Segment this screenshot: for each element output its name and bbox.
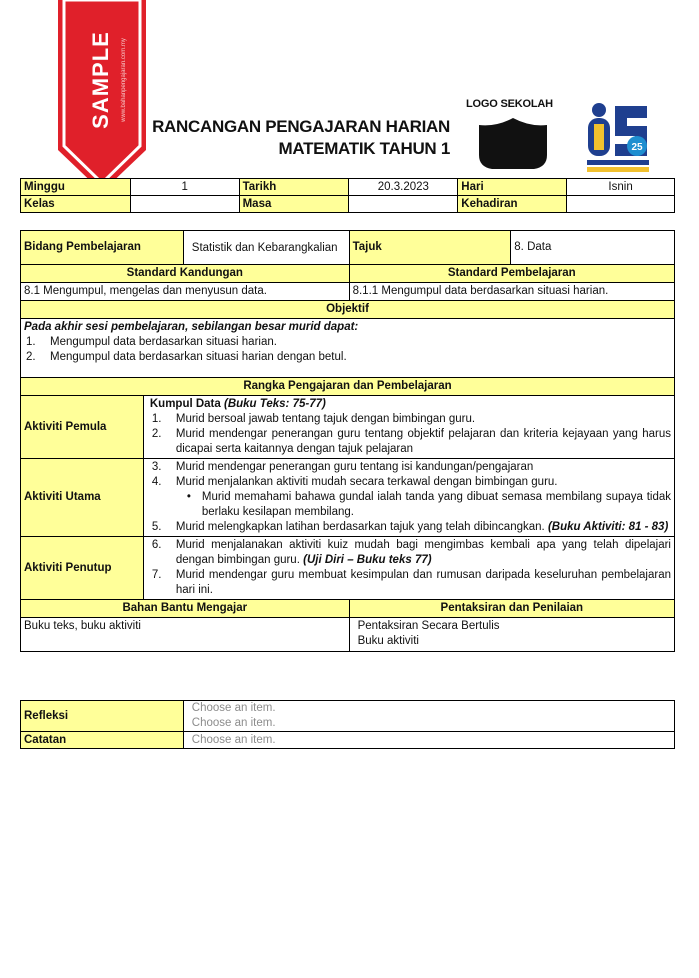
utama-content[interactable] — [143, 459, 674, 537]
rangka-label: Rangka Pengajaran dan Pembelajaran — [21, 378, 675, 396]
penutup-label: Aktiviti Penutup — [21, 537, 144, 600]
hari-value[interactable]: Isnin — [567, 179, 675, 196]
title-line-2: MATEMATIK TAHUN 1 — [278, 139, 450, 158]
objektif-intro: Pada akhir sesi pembelajaran, sebilangan besar murid dapat: — [24, 321, 359, 333]
pemula-content[interactable] — [143, 396, 674, 459]
list-item: 1. Mengumpul data berdasarkan situasi harian. — [26, 336, 277, 348]
list-item: 2. Murid mendengar penerangan guru tentang objektif pelajaran dan kriteria kejayaan yang harus dicapai serta kaitannya dengan tajuk pelajaran — [151, 428, 671, 455]
masa-label: Masa — [239, 196, 349, 213]
school-logo-label: LOGO SEKOLAH — [466, 98, 553, 110]
bbm-label: Bahan Bantu Mengajar — [21, 600, 350, 618]
pemula-label: Aktiviti Pemula — [21, 396, 144, 459]
minggu-value[interactable]: 1 — [130, 179, 239, 196]
utama-label: Aktiviti Utama — [21, 459, 144, 537]
catatan-dropdown[interactable]: Choose an item. — [183, 732, 674, 749]
list-item: 7. Murid mendengar guru membuat kesimpulan dan rumusan daripada keseluruhan pembelajaran hari ini. — [151, 569, 671, 596]
refleksi-dropdown-2[interactable]: Choose an item. — [191, 717, 276, 729]
reflection-table — [20, 700, 675, 749]
title-line-1: RANCANGAN PENGAJARAN HARIAN — [152, 117, 450, 136]
pentaksiran-label: Pentaksiran dan Penilaian — [349, 600, 674, 618]
refleksi-label: Refleksi — [21, 701, 184, 732]
watermark-text: SAMPLE — [88, 31, 113, 129]
list-item: 2. Mengumpul data berdasarkan situasi harian dengan betul. — [26, 351, 347, 363]
sp-value[interactable]: 8.1.1 Mengumpul data berdasarkan situasi harian. — [349, 283, 674, 301]
objektif-label: Objektif — [21, 301, 675, 319]
info-table — [20, 178, 675, 213]
catatan-label: Catatan — [21, 732, 184, 749]
bbm-value[interactable]: Buku teks, buku aktiviti — [21, 618, 350, 652]
bidang-value[interactable]: Statistik dan Kebarangkalian — [183, 231, 349, 265]
pentaksiran-value[interactable]: Pentaksiran Secara Bertulis Buku aktiviti — [349, 618, 674, 652]
watermark-subtext: www.bahanpengajaran.com.my — [121, 38, 127, 122]
objektif-list — [24, 335, 671, 365]
objektif-content[interactable] — [21, 319, 675, 378]
list-item: 5. Murid melengkapkan latihan berdasarkan tajuk yang telah dibincangkan. (Buku Aktiviti: 81 - 83) — [151, 521, 669, 533]
sk-label: Standard Kandungan — [21, 265, 350, 283]
utama-bullet: • Murid memahami bahawa gundal ialah tanda yang dibuat semasa membilang supaya tidak berlaku kesilapan membilang. — [186, 491, 671, 518]
hari-label: Hari — [458, 179, 567, 196]
svg-text:25: 25 — [631, 142, 643, 153]
sample-watermark — [58, 0, 146, 192]
list-item: 3. Murid mendengar penerangan guru tentang isi kandungan/pengajaran — [151, 461, 534, 473]
refleksi-dropdown-1[interactable]: Choose an item. — [191, 702, 276, 714]
utama-list — [150, 460, 671, 490]
refleksi-dropdowns[interactable] — [183, 701, 674, 732]
kehadiran-value[interactable] — [567, 196, 675, 213]
ministry-logo-icon — [585, 98, 651, 174]
masa-value[interactable] — [349, 196, 458, 213]
sk-value[interactable]: 8.1 Mengumpul, mengelas dan menyusun data. — [21, 283, 350, 301]
pemula-list — [150, 412, 671, 457]
school-logo-shield-icon — [476, 117, 550, 171]
tajuk-label: Tajuk — [349, 231, 511, 265]
tarikh-label: Tarikh — [239, 179, 349, 196]
minggu-label: Minggu — [21, 179, 131, 196]
sp-label: Standard Pembelajaran — [349, 265, 674, 283]
list-item: 4. Murid menjalankan aktiviti mudah secara terkawal dengan bimbingan guru. — [151, 476, 558, 488]
kelas-label: Kelas — [21, 196, 131, 213]
kelas-value[interactable] — [130, 196, 239, 213]
list-item: 1. Murid bersoal jawab tentang tajuk dengan bimbingan guru. — [151, 413, 476, 425]
page-title — [150, 116, 450, 160]
tajuk-value[interactable]: 8. Data — [511, 231, 675, 265]
lesson-plan-table — [20, 230, 675, 652]
tarikh-value[interactable]: 20.3.2023 — [349, 179, 458, 196]
penutup-list — [150, 538, 671, 598]
kehadiran-label: Kehadiran — [458, 196, 567, 213]
pemula-heading: Kumpul Data (Buku Teks: 75-77) — [149, 398, 326, 410]
bidang-label: Bidang Pembelajaran — [21, 231, 184, 265]
penutup-content[interactable] — [143, 537, 674, 600]
list-item: 6. Murid menjalanakan aktiviti kuiz mudah bagi mengimbas kembali apa yang telah dipelajari dengan bimbingan guru. (Uji Diri – Buku teks 77) — [151, 539, 671, 566]
